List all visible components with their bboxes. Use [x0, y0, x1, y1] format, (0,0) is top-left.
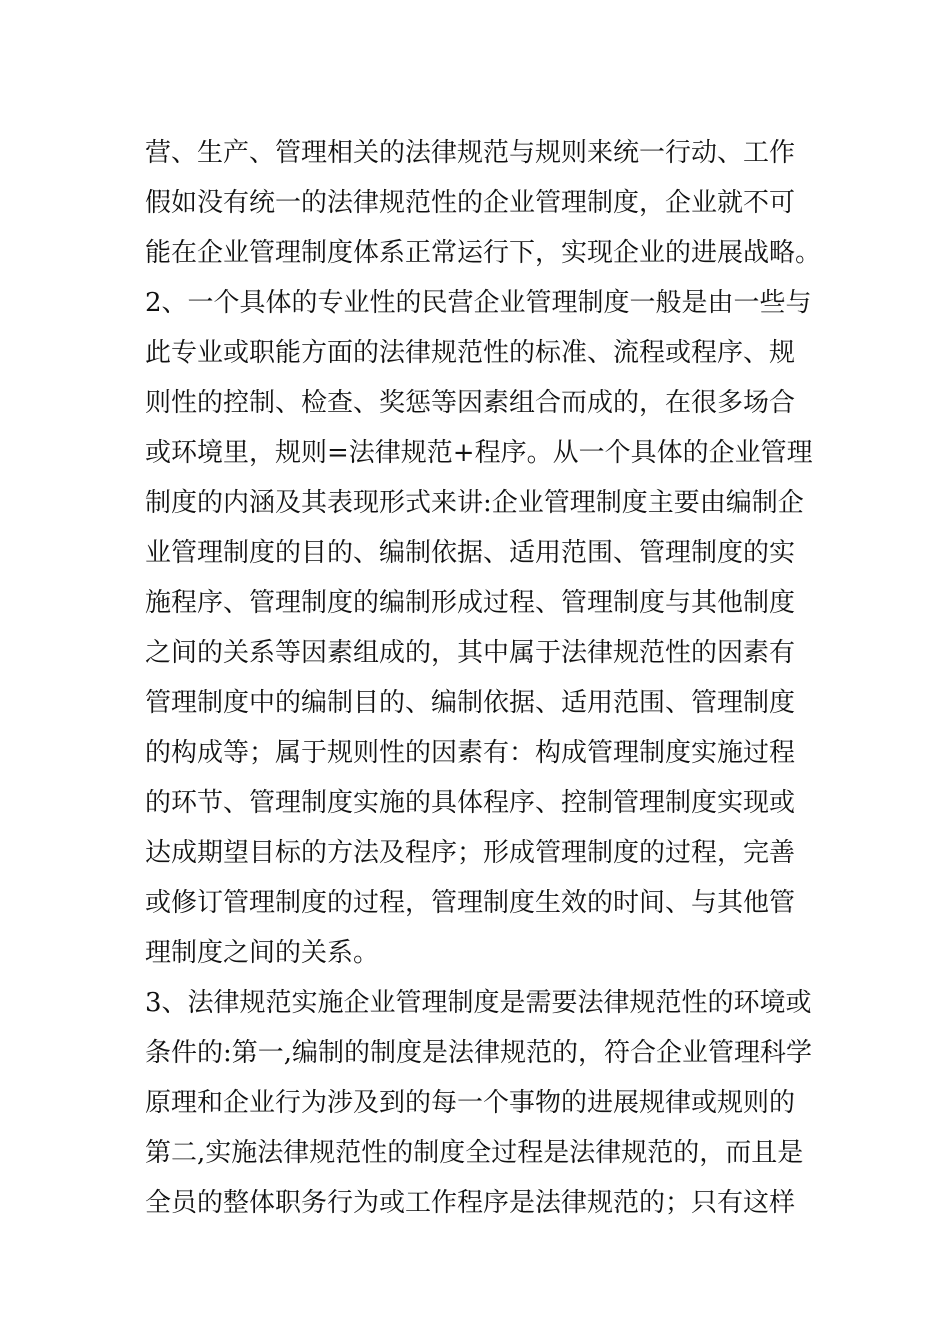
text-line: 能在企业管理制度体系正常运行下，实现企业的进展战略。	[145, 238, 822, 268]
text-line: 营、生产、管理相关的法律规范与规则来统一行动、工作	[145, 138, 796, 168]
text-line: 3、法律规范实施企业管理制度是需要法律规范性的环境或	[145, 988, 812, 1018]
document-body	[145, 128, 822, 1228]
text-line: 理制度之间的关系。	[145, 938, 380, 968]
text-line: 的构成等；属于规则性的因素有：构成管理制度实施过程	[145, 738, 796, 768]
text-line: 的环节、管理制度实施的具体程序、控制管理制度实现或	[145, 788, 796, 818]
text-line: 制度的内涵及其表现形式来讲:企业管理制度主要由编制企	[145, 488, 804, 518]
paragraph-1	[145, 128, 822, 278]
text-line: 原理和企业行为涉及到的每一个事物的进展规律或规则的	[145, 1088, 796, 1118]
text-line: 业管理制度的目的、编制依据、适用范围、管理制度的实	[145, 538, 796, 568]
text-line: 或修订管理制度的过程，管理制度生效的时间、与其他管	[145, 888, 796, 918]
text-line: 此专业或职能方面的法律规范性的标准、流程或程序、规	[145, 338, 796, 368]
text-line: 或环境里，规则=法律规范+程序。从一个具体的企业管理	[145, 438, 813, 468]
text-line: 施程序、管理制度的编制形成过程、管理制度与其他制度	[145, 588, 796, 618]
text-line: 之间的关系等因素组成的，其中属于法律规范性的因素有	[145, 638, 796, 668]
text-line: 则性的控制、检查、奖惩等因素组合而成的，在很多场合	[145, 388, 796, 418]
text-line: 管理制度中的编制目的、编制依据、适用范围、管理制度	[145, 688, 796, 718]
text-line: 假如没有统一的法律规范性的企业管理制度，企业就不可	[145, 188, 796, 218]
paragraph-2	[145, 278, 813, 978]
text-line: 全员的整体职务行为或工作程序是法律规范的；只有这样	[145, 1188, 796, 1218]
paragraph-3	[145, 978, 813, 1228]
text-line: 2、一个具体的专业性的民营企业管理制度一般是由一些与	[145, 288, 812, 318]
text-line: 第二,实施法律规范性的制度全过程是法律规范的，而且是	[145, 1138, 804, 1168]
text-line: 条件的:第一,编制的制度是法律规范的，符合企业管理科学	[145, 1038, 813, 1068]
text-line: 达成期望目标的方法及程序；形成管理制度的过程，完善	[145, 838, 796, 868]
